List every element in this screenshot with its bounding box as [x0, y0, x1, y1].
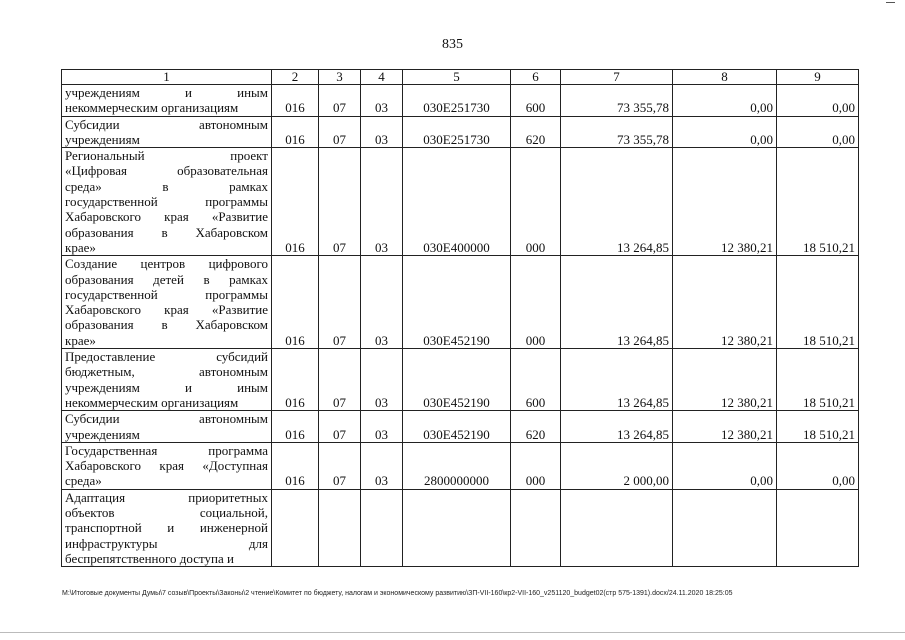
row-name-line: инфраструктуры для [65, 535, 268, 551]
row-name-cell [62, 442, 272, 489]
amount-2021-cell: 73 355,78 [561, 85, 673, 117]
amount-2022-cell: 0,00 [673, 85, 777, 117]
expense-type-cell: 620 [511, 116, 561, 148]
amount-2021-cell: 13 264,85 [561, 148, 673, 256]
grbs-code-cell: 016 [272, 148, 319, 256]
row-name-line: государственной программы [65, 286, 268, 302]
subsection-code-cell: 03 [361, 256, 403, 349]
expense-type-cell: 600 [511, 349, 561, 411]
row-name-cell [62, 148, 272, 256]
amount-2023-cell: 18 510,21 [777, 349, 859, 411]
target-article-cell: 030E452190 [403, 256, 511, 349]
amount-2022-cell: 0,00 [673, 116, 777, 148]
amount-2021-cell [561, 489, 673, 566]
subsection-code-cell [361, 489, 403, 566]
table-row [62, 85, 859, 117]
scan-corner-mark [886, 2, 895, 3]
header-cell-col-4: 4 [361, 70, 403, 85]
row-name-cell [62, 256, 272, 349]
table-header-row [62, 70, 859, 85]
section-code-cell: 07 [319, 349, 361, 411]
header-cell-col-2: 2 [272, 70, 319, 85]
amount-2023-cell: 18 510,21 [777, 411, 859, 443]
row-name-line: Хабаровского края «Доступная [65, 458, 268, 474]
scan-edge-line [0, 632, 905, 633]
table-row [62, 411, 859, 443]
row-name-line: Предоставление субсидий [65, 349, 268, 365]
table-row [62, 148, 859, 256]
section-code-cell: 07 [319, 85, 361, 117]
header-cell-col-6: 6 [511, 70, 561, 85]
row-name-line: Хабаровского края «Развитие [65, 209, 268, 225]
amount-2022-cell: 12 380,21 [673, 256, 777, 349]
subsection-code-cell: 03 [361, 148, 403, 256]
table-row [62, 349, 859, 411]
amount-2022-cell: 12 380,21 [673, 411, 777, 443]
amount-2022-cell: 12 380,21 [673, 349, 777, 411]
row-name-line: Региональный проект [65, 148, 268, 164]
header-cell-col-8: 8 [673, 70, 777, 85]
grbs-code-cell: 016 [272, 116, 319, 148]
row-name-cell [62, 411, 272, 443]
grbs-code-cell: 016 [272, 349, 319, 411]
row-name-line: образования в Хабаровском [65, 317, 268, 333]
row-name-line: крае» [65, 332, 96, 348]
document-path-footer: M:\Итоговые документы Думы\7 созыв\Проекты\Законы\2 чтение\Комитет по бюджету, налогам и экономическому развитию\ЗП-VII-160\кр2-VII-160_v251120_budget02(стр 575-1391).docx/24.11.2020 18:25:05 [62, 590, 733, 597]
section-code-cell: 07 [319, 116, 361, 148]
row-name-cell [62, 116, 272, 148]
section-code-cell: 07 [319, 442, 361, 489]
row-name-line: учреждениям [65, 426, 140, 442]
table-row [62, 256, 859, 349]
table-row [62, 442, 859, 489]
amount-2023-cell: 0,00 [777, 442, 859, 489]
expense-type-cell: 600 [511, 85, 561, 117]
expense-type-cell: 000 [511, 256, 561, 349]
expense-type-cell: 620 [511, 411, 561, 443]
subsection-code-cell: 03 [361, 442, 403, 489]
row-name-line: бюджетным, автономным [65, 364, 268, 380]
row-name-line: Хабаровского края «Развитие [65, 302, 268, 318]
amount-2023-cell: 0,00 [777, 85, 859, 117]
target-article-cell: 030E400000 [403, 148, 511, 256]
amount-2022-cell: 0,00 [673, 442, 777, 489]
target-article-cell [403, 489, 511, 566]
grbs-code-cell: 016 [272, 256, 319, 349]
amount-2023-cell: 18 510,21 [777, 256, 859, 349]
row-name-line: некоммерческим организациям [65, 100, 239, 116]
budget-table-body [62, 70, 859, 567]
amount-2022-cell [673, 489, 777, 566]
row-name-line: учреждениям и иным [65, 85, 268, 100]
row-name-line: Государственная программа [65, 442, 268, 458]
row-name-line: объектов социальной, [65, 505, 268, 521]
grbs-code-cell: 016 [272, 411, 319, 443]
subsection-code-cell: 03 [361, 116, 403, 148]
amount-2023-cell [777, 489, 859, 566]
section-code-cell [319, 489, 361, 566]
amount-2021-cell: 13 264,85 [561, 349, 673, 411]
grbs-code-cell [272, 489, 319, 566]
target-article-cell: 030E251730 [403, 85, 511, 117]
grbs-code-cell: 016 [272, 442, 319, 489]
table-row [62, 489, 859, 566]
row-name-cell [62, 489, 272, 566]
target-article-cell: 030E452190 [403, 411, 511, 443]
row-name-line: учреждениям и иным [65, 379, 268, 395]
table-row [62, 116, 859, 148]
header-cell-col-7: 7 [561, 70, 673, 85]
amount-2021-cell: 13 264,85 [561, 256, 673, 349]
row-name-line: среда» в рамках [65, 178, 268, 194]
row-name-cell [62, 349, 272, 411]
amount-2023-cell: 18 510,21 [777, 148, 859, 256]
header-cell-col-1: 1 [62, 70, 272, 85]
amount-2021-cell: 13 264,85 [561, 411, 673, 443]
header-cell-col-5: 5 [403, 70, 511, 85]
row-name-line: государственной программы [65, 194, 268, 210]
row-name-line: Субсидии автономным [65, 116, 268, 132]
row-name-line: транспортной и инженерной [65, 520, 268, 536]
row-name-line: крае» [65, 239, 96, 255]
section-code-cell: 07 [319, 411, 361, 443]
section-code-cell: 07 [319, 256, 361, 349]
expense-type-cell: 000 [511, 442, 561, 489]
row-name-line: Адаптация приоритетных [65, 489, 268, 505]
row-name-line: «Цифровая образовательная [65, 163, 268, 179]
row-name-line: Создание центров цифрового [65, 256, 268, 272]
page-number: 835 [442, 37, 463, 52]
row-name-cell [62, 85, 272, 117]
target-article-cell: 2800000000 [403, 442, 511, 489]
row-name-line: некоммерческим организациям [65, 394, 239, 410]
subsection-code-cell: 03 [361, 411, 403, 443]
row-name-line: образования детей в рамках [65, 271, 268, 287]
amount-2023-cell: 0,00 [777, 116, 859, 148]
target-article-cell: 030E452190 [403, 349, 511, 411]
section-code-cell: 07 [319, 148, 361, 256]
expense-type-cell [511, 489, 561, 566]
subsection-code-cell: 03 [361, 85, 403, 117]
row-name-line: образования в Хабаровском [65, 224, 268, 240]
row-name-line: беспрепятственного доступа и [65, 550, 234, 566]
expense-type-cell: 000 [511, 148, 561, 256]
row-name-line: учреждениям [65, 131, 140, 147]
header-cell-col-3: 3 [319, 70, 361, 85]
target-article-cell: 030E251730 [403, 116, 511, 148]
amount-2022-cell: 12 380,21 [673, 148, 777, 256]
amount-2021-cell: 2 000,00 [561, 442, 673, 489]
header-cell-col-9: 9 [777, 70, 859, 85]
row-name-line: Субсидии автономным [65, 411, 268, 427]
budget-table [61, 69, 859, 567]
subsection-code-cell: 03 [361, 349, 403, 411]
amount-2021-cell: 73 355,78 [561, 116, 673, 148]
grbs-code-cell: 016 [272, 85, 319, 117]
row-name-line: среда» [65, 473, 102, 489]
